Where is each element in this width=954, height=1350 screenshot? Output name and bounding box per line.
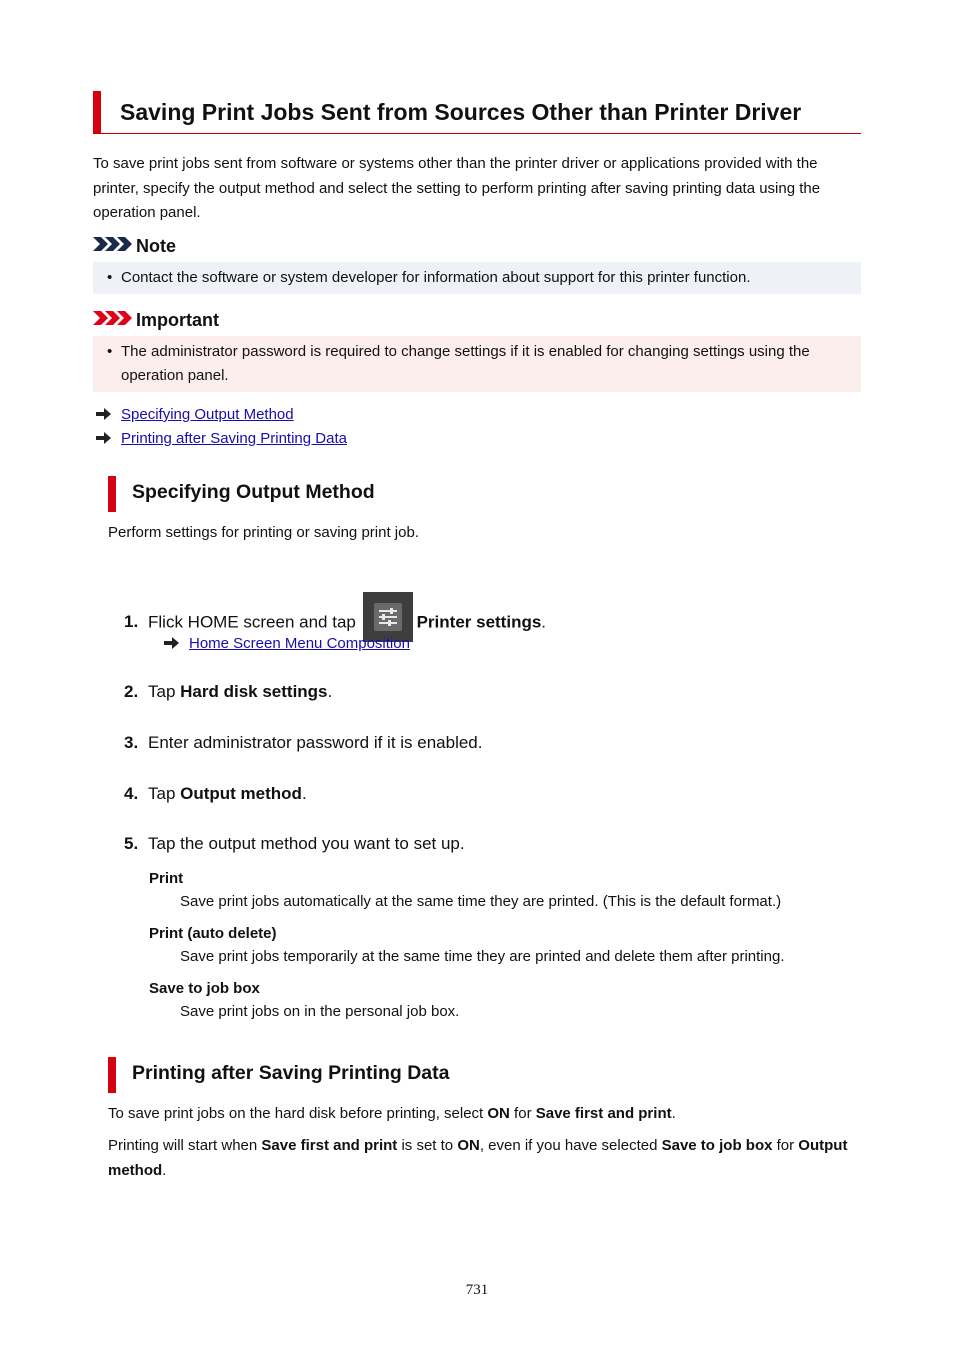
step-bold: Printer settings — [416, 612, 542, 632]
bold-run: Save first and print — [535, 1105, 672, 1122]
option-desc-print-auto-delete: Save print jobs temporarily at the same time they are printed and delete them after printing. — [180, 948, 785, 965]
section-title: Specifying Output Method — [132, 481, 375, 503]
note-box — [93, 262, 861, 294]
important-box — [93, 336, 861, 392]
step-bold: Hard disk settings — [180, 682, 328, 701]
step-2 — [124, 682, 332, 702]
text-run: Printing will start when — [108, 1137, 262, 1154]
page-title-block — [93, 91, 861, 134]
step-text: Tap — [148, 784, 181, 803]
section2-paragraph-2 — [108, 1134, 861, 1183]
step-text: Tap — [148, 682, 181, 701]
step-bold: Output method — [180, 784, 302, 803]
bold-run: Output method — [108, 1137, 848, 1179]
text-run: is set to — [397, 1137, 458, 1154]
text-run: for — [509, 1105, 536, 1122]
text-run: for — [772, 1137, 799, 1154]
step-4 — [124, 784, 307, 804]
link-row-output-method — [96, 406, 294, 423]
option-term-print: Print — [149, 870, 184, 887]
step-5 — [124, 834, 465, 854]
link-specifying-output-method[interactable]: Specifying Output Method — [121, 406, 294, 423]
important-text: The administrator password is required to change settings if it is enabled for changing settings using the operation panel. — [121, 343, 810, 384]
link-row-printing-after-saving — [96, 430, 347, 447]
note-label-text: Note — [136, 235, 176, 256]
section1-intro: Perform settings for printing or saving print job. — [108, 524, 419, 541]
bold-run: Save first and print — [261, 1137, 398, 1154]
section2-paragraph-1 — [108, 1102, 861, 1127]
note-bullet: • — [107, 269, 113, 286]
text-run: . — [162, 1161, 167, 1179]
link-home-screen-menu-composition[interactable]: Home Screen Menu Composition — [189, 635, 410, 652]
link-row-home-screen — [164, 635, 410, 652]
step-number: 1. — [124, 612, 139, 632]
step-number: 2. — [124, 682, 139, 701]
option-term-save-to-job-box: Save to job box — [149, 980, 260, 997]
section-accent-bar — [108, 476, 116, 512]
intro-paragraph: To save print jobs sent from software or systems other than the printer driver or applications provided with the printer, specify the output method and select the setting to perform printing after saving printing data using the operation panel. — [93, 155, 821, 221]
step-3 — [124, 733, 483, 753]
section-accent-bar — [108, 1057, 116, 1093]
important-label — [93, 309, 219, 331]
step-post: . — [301, 784, 307, 803]
step-text: Tap the output method you want to set up. — [148, 834, 465, 853]
important-bullet: • — [107, 343, 113, 360]
step-post: . — [541, 612, 547, 632]
step-text: Enter administrator password if it is enabled. — [148, 733, 483, 752]
note-label — [93, 235, 176, 257]
option-desc-print: Save print jobs automatically at the same time they are printed. (This is the default format.) — [180, 893, 782, 910]
triple-chevron-red-icon — [93, 310, 133, 326]
option-term-print-auto-delete: Print (auto delete) — [149, 925, 277, 942]
page-number: 731 — [465, 1282, 489, 1298]
right-arrow-icon — [96, 408, 112, 420]
text-run: , even if you have selected — [479, 1137, 662, 1154]
option-desc-save-to-job-box: Save print jobs on in the personal job box. — [180, 1003, 460, 1020]
bold-run: ON — [457, 1137, 480, 1154]
right-arrow-icon — [96, 432, 112, 444]
text-run: . — [671, 1105, 676, 1122]
step-post: . — [327, 682, 333, 701]
step-text: Flick HOME screen and tap — [148, 612, 356, 632]
step-number: 3. — [124, 733, 139, 752]
text-run: To save print jobs on the hard disk before printing, select — [108, 1105, 488, 1122]
page-title: Saving Print Jobs Sent from Sources Other than Printer Driver — [120, 99, 802, 125]
title-accent-bar — [93, 91, 101, 133]
bold-run: ON — [487, 1105, 510, 1122]
bold-run: Save to job box — [661, 1137, 773, 1154]
important-label-text: Important — [136, 309, 219, 330]
triple-chevron-navy-icon — [93, 236, 133, 252]
step-number: 4. — [124, 784, 139, 803]
right-arrow-icon — [164, 637, 180, 649]
step-number: 5. — [124, 834, 139, 853]
note-text: Contact the software or system developer for information about support for this printer function. — [121, 269, 751, 286]
section-title: Printing after Saving Printing Data — [132, 1062, 450, 1084]
link-printing-after-saving-data[interactable]: Printing after Saving Printing Data — [121, 430, 347, 447]
